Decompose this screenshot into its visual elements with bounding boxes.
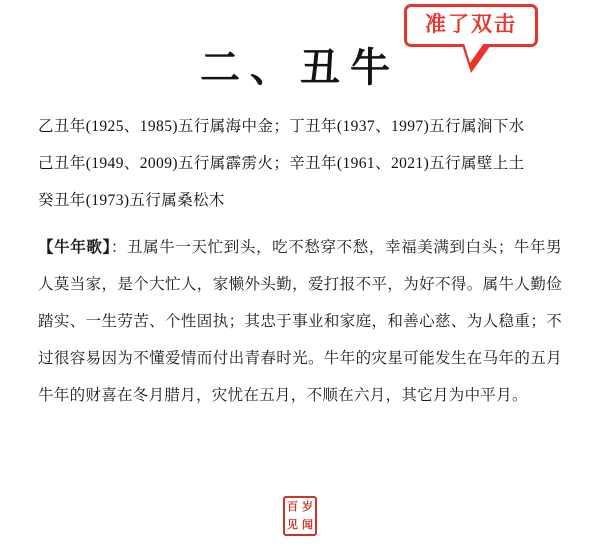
page-title: 二、丑牛 bbox=[200, 45, 400, 90]
seal-char-1: 百 bbox=[287, 500, 298, 513]
song-label: 【牛年歌】 bbox=[38, 239, 111, 256]
year-line-3: 癸丑年(1973)五行属桑松木 bbox=[38, 192, 225, 209]
seal-container bbox=[0, 496, 600, 536]
seal-char-3: 见 bbox=[287, 518, 298, 531]
callout-text: 准了双击 bbox=[425, 13, 517, 36]
document-content bbox=[0, 108, 600, 414]
callout-bubble-body bbox=[404, 4, 538, 47]
song-body: 丑属牛一天忙到头，吃不愁穿不愁，幸福美满到白头；牛年男人莫当家，是个大忙人，家懒外头勤，爱打报不平，为好不得。属牛人勤俭踏实、一生劳苦、个性固执；其忠于事业和家庭，和善心慈、为人稳重；不过很容易因为不懂爱情而付出青春时光。牛年的灾星可能发生在马年的五月牛年的财喜在冬月腊月，灾忧在五月，不顺在六月，其它月为中平月。 bbox=[38, 239, 562, 404]
callout-bubble bbox=[404, 4, 544, 66]
seal-char-4: 闻 bbox=[302, 518, 313, 531]
seal-stamp bbox=[283, 496, 317, 536]
song-paragraph bbox=[38, 229, 562, 414]
song-separator: ： bbox=[110, 239, 127, 256]
year-line-1: 乙丑年(1925、1985)五行属海中金；丁丑年(1937、1997)五行属涧下水 bbox=[38, 118, 525, 135]
title-row bbox=[0, 0, 600, 108]
paragraph-spacer bbox=[38, 219, 562, 229]
year-line-2: 己丑年(1949、2009)五行属霹雳火；辛丑年(1961、2021)五行属壁上土 bbox=[38, 155, 525, 172]
seal-char-2: 岁 bbox=[302, 500, 313, 513]
callout-tail-inner bbox=[464, 43, 484, 63]
